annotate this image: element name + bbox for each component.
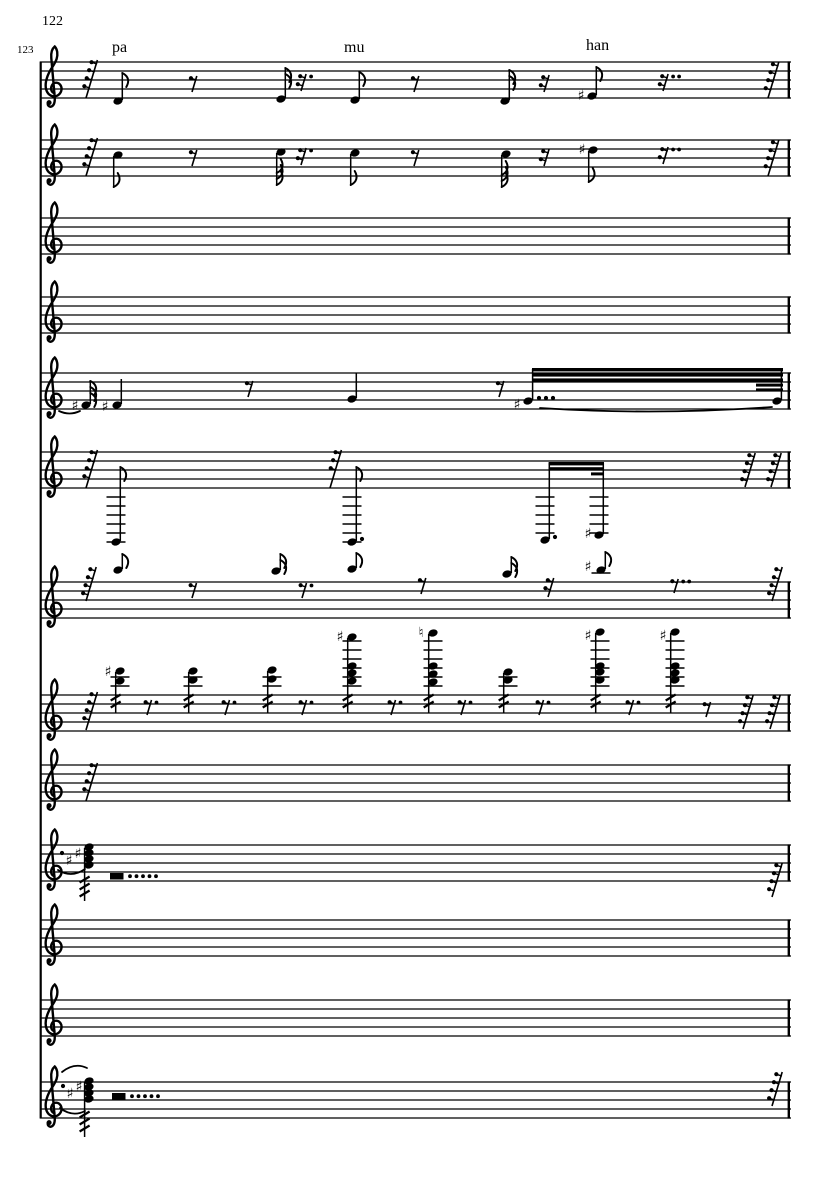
note-flag <box>359 72 365 86</box>
augmentation-dot <box>740 477 744 481</box>
sharp-icon: ♯ <box>104 664 112 680</box>
augmentation-dot <box>299 583 303 587</box>
augmentation-dot <box>469 701 473 705</box>
augmentation-dot <box>553 535 557 539</box>
augmentation-dot <box>89 692 93 696</box>
augmentation-dot <box>687 580 691 584</box>
augmentation-dot <box>222 700 226 704</box>
treble-clef-icon <box>47 958 52 963</box>
augmentation-dot <box>658 155 662 159</box>
note-flag <box>351 171 357 185</box>
beam <box>532 378 783 381</box>
augmentation-dot <box>772 1080 776 1084</box>
augmentation-dot <box>89 763 93 767</box>
augmentation-dot <box>677 148 681 152</box>
augmentation-dot <box>677 75 681 79</box>
augmentation-dot <box>539 83 543 87</box>
augmentation-dot <box>764 86 768 90</box>
augmentation-dot <box>82 787 86 791</box>
note-flag <box>605 552 611 566</box>
staff-8 <box>40 625 791 740</box>
augmentation-dot <box>771 461 775 465</box>
staff-10 <box>40 830 791 902</box>
measure-number-122: 122 <box>42 14 63 29</box>
augmentation-dot <box>740 711 744 715</box>
augmentation-dot <box>543 586 547 590</box>
note-flag <box>122 554 128 568</box>
augmentation-dot <box>658 82 662 86</box>
augmentation-dot <box>496 381 500 385</box>
treble-clef-icon <box>47 411 52 416</box>
augmentation-dot <box>85 154 89 158</box>
augmentation-dot <box>310 584 314 588</box>
augmentation-dot <box>681 580 685 584</box>
sharp-icon: ♯ <box>336 629 344 645</box>
augmentation-dot <box>154 874 158 878</box>
augmentation-dot <box>536 700 540 704</box>
augmentation-dot <box>539 157 543 161</box>
augmentation-dot <box>298 148 302 152</box>
rest-stroke <box>86 567 96 601</box>
sharp-icon: ♯ <box>577 88 585 104</box>
augmentation-dot <box>143 1094 147 1098</box>
augmentation-dot <box>764 164 768 168</box>
treble-clef-icon <box>47 490 52 495</box>
augmentation-dot <box>660 147 664 151</box>
augmentation-dot <box>82 84 86 88</box>
augmentation-dot <box>310 701 314 705</box>
augmentation-dot <box>87 68 91 72</box>
augmentation-dot <box>298 74 302 78</box>
treble-clef-icon <box>47 335 52 340</box>
beam <box>532 373 783 376</box>
augmentation-dot <box>747 453 751 457</box>
lyric-pa: pa <box>112 39 128 56</box>
augmentation-dot <box>769 583 773 587</box>
augmentation-dot <box>771 62 775 66</box>
rest-stroke <box>743 695 753 729</box>
augmentation-dot <box>774 863 778 867</box>
sharp-icon: ♯ <box>71 398 79 414</box>
sharp-icon: ♯ <box>75 1079 83 1095</box>
augmentation-dot <box>388 700 392 704</box>
augmentation-dot <box>745 461 749 465</box>
augmentation-dot <box>61 1084 65 1088</box>
augmentation-dot <box>85 76 89 80</box>
augmentation-dot <box>82 716 86 720</box>
augmentation-dot <box>418 578 422 582</box>
augmentation-dot <box>331 458 335 462</box>
augmentation-dot <box>86 575 90 579</box>
note-flag <box>356 553 362 567</box>
beam <box>532 368 783 371</box>
rest-stroke <box>772 1072 782 1106</box>
augmentation-dot <box>150 1094 154 1098</box>
augmentation-dot <box>738 719 742 723</box>
sharp-icon: ♯ <box>74 846 82 862</box>
augmentation-dot <box>85 779 89 783</box>
augmentation-dot <box>88 567 92 571</box>
augmentation-dot <box>128 874 132 878</box>
augmentation-dot <box>541 149 545 153</box>
note-flag <box>596 67 602 81</box>
augmentation-dot <box>399 701 403 705</box>
multirest-bar <box>110 873 124 880</box>
augmentation-dot <box>537 396 541 400</box>
augmentation-dot <box>309 75 313 79</box>
beam <box>549 467 604 470</box>
lyric-mu: mu <box>344 39 365 56</box>
augmentation-dot <box>745 695 749 699</box>
augmentation-dot <box>771 140 775 144</box>
augmentation-dot <box>245 381 249 385</box>
augmentation-dot <box>189 583 193 587</box>
staff-4 <box>40 282 791 342</box>
sharp-icon: ♯ <box>584 559 592 575</box>
rest-stroke <box>770 695 780 729</box>
augmentation-dot <box>87 771 91 775</box>
augmentation-dot <box>551 396 555 400</box>
augmentation-dot <box>329 466 333 470</box>
augmentation-dot <box>333 450 337 454</box>
augmentation-dot <box>189 76 193 80</box>
treble-clef-icon <box>47 883 52 888</box>
treble-clef-icon <box>47 620 52 625</box>
measure-number-123: 123 <box>17 44 34 56</box>
staff-7 <box>40 552 791 627</box>
augmentation-dot <box>637 701 641 705</box>
augmentation-dot <box>87 146 91 150</box>
lyric-han: han <box>586 37 610 54</box>
beam <box>756 388 783 391</box>
augmentation-dot <box>660 74 664 78</box>
augmentation-dot <box>772 871 776 875</box>
augmentation-dot <box>411 76 415 80</box>
augmentation-dot <box>774 1072 778 1076</box>
augmentation-dot <box>296 82 300 86</box>
augmentation-dot <box>137 1094 141 1098</box>
beam <box>549 462 604 465</box>
augmentation-dot <box>85 708 89 712</box>
beam <box>756 384 783 387</box>
augmentation-dot <box>671 75 675 79</box>
augmentation-dot <box>233 701 237 705</box>
augmentation-dot <box>546 578 550 582</box>
augmentation-dot <box>60 851 64 855</box>
augmentation-dot <box>670 579 674 583</box>
treble-clef-icon <box>47 256 52 261</box>
staff-3 <box>40 203 791 263</box>
augmentation-dot <box>767 887 771 891</box>
augmentation-dot <box>141 874 145 878</box>
augmentation-dot <box>767 591 771 595</box>
augmentation-dot <box>299 700 303 704</box>
staff-2 <box>40 125 791 188</box>
augmentation-dot <box>769 879 773 883</box>
augmentation-dot <box>766 156 770 160</box>
augmentation-dot <box>772 695 776 699</box>
augmentation-dot <box>81 591 85 595</box>
augmentation-dot <box>742 469 746 473</box>
sharp-icon: ♯ <box>578 142 586 158</box>
augmentation-dot <box>360 537 364 541</box>
staff-13 <box>40 1066 791 1137</box>
augmentation-dot <box>773 453 777 457</box>
augmentation-dot <box>766 477 770 481</box>
augmentation-dot <box>155 701 159 705</box>
rest-stroke <box>772 863 782 897</box>
augmentation-dot <box>411 150 415 154</box>
augmentation-dot <box>87 700 91 704</box>
treble-clef-icon <box>47 100 52 105</box>
augmentation-dot <box>743 703 747 707</box>
augmentation-dot <box>89 138 93 142</box>
augmentation-dot <box>85 466 89 470</box>
augmentation-dot <box>768 70 772 74</box>
augmentation-dot <box>541 75 545 79</box>
augmentation-dot <box>82 474 86 478</box>
staff-6 <box>40 437 791 547</box>
augmentation-dot <box>626 700 630 704</box>
treble-clef-icon <box>47 178 52 183</box>
augmentation-dot <box>547 701 551 705</box>
augmentation-dot <box>89 450 93 454</box>
augmentation-dot <box>768 148 772 152</box>
treble-clef-icon <box>47 733 52 738</box>
staff-11 <box>40 905 791 965</box>
augmentation-dot <box>87 458 91 462</box>
augmentation-dot <box>144 700 148 704</box>
augmentation-dot <box>89 60 93 64</box>
staff-9 <box>40 750 791 810</box>
augmentation-dot <box>189 150 193 154</box>
staff-12 <box>40 985 791 1045</box>
augmentation-dot <box>767 711 771 715</box>
augmentation-dot <box>767 1096 771 1100</box>
augmentation-dot <box>309 149 313 153</box>
treble-clef-icon <box>47 803 52 808</box>
augmentation-dot <box>130 1094 134 1098</box>
staff-5 <box>40 358 791 418</box>
augmentation-dot <box>82 162 86 166</box>
augmentation-dot <box>156 1094 160 1098</box>
natural-icon: ♮ <box>418 625 424 641</box>
staff-1 <box>40 47 791 107</box>
note-flag <box>589 168 595 182</box>
treble-clef-icon <box>47 1038 52 1043</box>
augmentation-dot <box>770 703 774 707</box>
augmentation-dot <box>458 700 462 704</box>
augmentation-dot <box>83 583 87 587</box>
note-flag <box>114 173 120 187</box>
augmentation-dot <box>135 874 139 878</box>
augmentation-dot <box>769 1088 773 1092</box>
treble-clef-icon <box>47 1120 52 1125</box>
beam <box>591 472 604 475</box>
augmentation-dot <box>768 469 772 473</box>
augmentation-dot <box>774 567 778 571</box>
sharp-icon: ♯ <box>65 853 73 869</box>
augmentation-dot <box>766 78 770 82</box>
rest-stroke <box>772 567 782 601</box>
sharp-icon: ♯ <box>513 397 521 413</box>
sharp-icon: ♯ <box>66 1086 74 1102</box>
sharp-icon: ♯ <box>101 399 109 415</box>
sharp-icon: ♯ <box>659 628 667 644</box>
sharp-icon: ♯ <box>584 526 592 542</box>
augmentation-dot <box>703 702 707 706</box>
augmentation-dot <box>765 719 769 723</box>
multirest-bar <box>112 1093 126 1100</box>
sharp-icon: ♯ <box>584 628 592 644</box>
augmentation-dot <box>148 874 152 878</box>
augmentation-dot <box>671 148 675 152</box>
augmentation-dot <box>296 156 300 160</box>
augmentation-dot <box>544 396 548 400</box>
augmentation-dot <box>772 575 776 579</box>
tie <box>62 1066 87 1072</box>
